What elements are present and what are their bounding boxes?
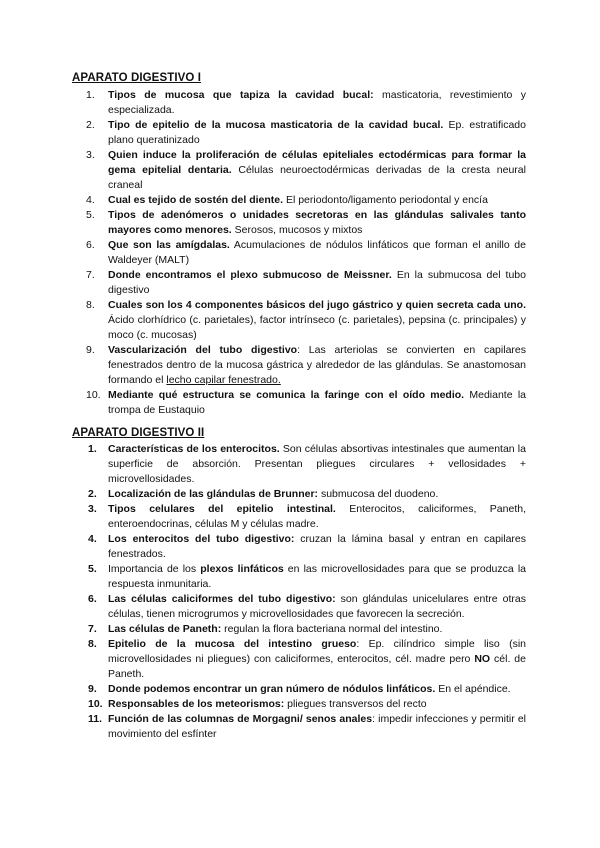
answer-text: Serosos, mucosos y mixtos bbox=[231, 224, 363, 236]
question-text: Función de las columnas de Morgagni/ senos anales bbox=[108, 713, 373, 725]
answer-text: : Ep. cilíndrico simple liso (sin microvellosidades ni pliegues) con caliciformes, enterocitos, cél. madre pero bbox=[108, 638, 526, 665]
list-item bbox=[72, 343, 526, 388]
list-item bbox=[72, 712, 526, 742]
answer-text: El periodonto/ligamento periodontal y encía bbox=[283, 194, 488, 206]
item-number: 1. bbox=[88, 443, 97, 455]
list-item bbox=[72, 88, 526, 118]
item-number: 4. bbox=[86, 194, 95, 206]
list-item bbox=[72, 592, 526, 622]
answer-text: : Las arteriolas se convierten en capilares fenestrados dentro de la mucosa gástrica y alrededor de las glándulas. Se anastomosan formando el bbox=[108, 344, 526, 386]
answer-text: Mediante la trompa de Eustaquio bbox=[108, 389, 526, 416]
answer-text: En la submucosa del tubo digestivo bbox=[108, 269, 526, 296]
question-list-digestivo-1 bbox=[72, 88, 526, 418]
list-item bbox=[72, 562, 526, 592]
item-number: 9. bbox=[86, 344, 95, 356]
item-number: 8. bbox=[88, 638, 97, 650]
question-text: Localización de las glándulas de Brunner: bbox=[108, 488, 319, 500]
question-text: Las células caliciformes del tubo digestivo: bbox=[108, 593, 336, 605]
item-number: 2. bbox=[86, 119, 95, 131]
list-item bbox=[72, 502, 526, 532]
item-number: 6. bbox=[88, 593, 97, 605]
question-text: Vascularización del tubo digestivo bbox=[108, 344, 298, 356]
list-item bbox=[72, 298, 526, 343]
question-text: Características de los enterocitos. bbox=[108, 443, 280, 455]
item-number: 8. bbox=[86, 299, 95, 311]
answer-text: cruzan la lámina basal y entran en capilares fenestrados. bbox=[108, 533, 526, 560]
item-number: 9. bbox=[88, 683, 97, 695]
question-text: Responsables de los meteorismos: bbox=[108, 698, 285, 710]
section-title-digestivo-2: APARATO DIGESTIVO II bbox=[72, 427, 205, 439]
item-number: 10. bbox=[88, 698, 103, 710]
question-text: Cual es tejido de sostén del diente. bbox=[108, 194, 284, 206]
list-item bbox=[72, 682, 526, 697]
item-number: 5. bbox=[88, 563, 97, 575]
question-text: Donde podemos encontrar un gran número de nódulos linfáticos. bbox=[108, 683, 436, 695]
list-item bbox=[72, 637, 526, 682]
answer-continued-text: cél. de Paneth. bbox=[108, 653, 526, 680]
item-number: 11. bbox=[88, 713, 103, 725]
list-item bbox=[72, 442, 526, 487]
item-number: 3. bbox=[88, 503, 97, 515]
item-number: 6. bbox=[86, 239, 95, 251]
question-text: Las células de Paneth: bbox=[108, 623, 222, 635]
list-item bbox=[72, 148, 526, 193]
item-number: 10. bbox=[86, 389, 101, 401]
answer-emphasis-text: NO bbox=[474, 653, 491, 665]
answer-text: masticatoria, revestimiento y especializada. bbox=[108, 89, 526, 116]
section-title-digestivo-1: APARATO DIGESTIVO I bbox=[72, 72, 202, 84]
answer-text: En el apéndice. bbox=[435, 683, 511, 695]
item-number: 3. bbox=[86, 149, 95, 161]
answer-text: submucosa del duodeno. bbox=[318, 488, 439, 500]
answer-text: Enterocitos, caliciformes, Paneth, enteroendocrinas, células M y células madre. bbox=[108, 503, 526, 530]
answer-text: : impedir infecciones y permitir el movimiento del esfínter bbox=[108, 713, 527, 740]
answer-text: regulan la flora bacteriana normal del intestino. bbox=[221, 623, 443, 635]
list-item bbox=[72, 118, 526, 148]
list-item bbox=[72, 193, 526, 208]
answer-text: Ácido clorhídrico (c. parietales), factor intrínseco (c. parietales), pepsina (c. principales) y moco (c. mucosas) bbox=[108, 314, 526, 341]
item-number: 4. bbox=[88, 533, 97, 545]
question-text: Que son las amígdalas. bbox=[108, 239, 230, 251]
item-number: 7. bbox=[88, 623, 97, 635]
item-number: 5. bbox=[86, 209, 95, 221]
list-item bbox=[72, 268, 526, 298]
answer-text: Ep. estratificado plano queratinizado bbox=[108, 119, 526, 146]
question-text: plexos linfáticos bbox=[200, 563, 284, 575]
list-item bbox=[72, 388, 526, 418]
list-item bbox=[72, 622, 526, 637]
question-text: Epitelio de la mucosa del intestino grueso bbox=[108, 638, 357, 650]
item-number: 7. bbox=[86, 269, 95, 281]
list-item bbox=[72, 208, 526, 238]
answer-underlined-text: lecho capilar fenestrado. bbox=[166, 374, 281, 386]
answer-text: en las microvellosidades para que se produzca la respuesta inmunitaria. bbox=[108, 563, 526, 590]
question-text: Los enterocitos del tubo digestivo: bbox=[108, 533, 295, 545]
item-intro-text: Importancia de los bbox=[108, 563, 201, 575]
list-item bbox=[72, 697, 526, 712]
list-item bbox=[72, 487, 526, 502]
item-number: 1. bbox=[86, 89, 95, 101]
question-text: Tipos de mucosa que tapiza la cavidad bucal: bbox=[108, 89, 374, 101]
answer-text: pliegues transversos del recto bbox=[284, 698, 427, 710]
item-number: 2. bbox=[88, 488, 97, 500]
question-text: Quien induce la proliferación de células epiteliales ectodérmicas para formar la gema epitelial dentaria. bbox=[108, 149, 526, 176]
list-item bbox=[72, 532, 526, 562]
question-text: Donde encontramos el plexo submucoso de Meissner. bbox=[108, 269, 392, 281]
question-list-digestivo-2 bbox=[72, 442, 526, 742]
answer-text: son glándulas unicelulares entre otras células, tienen microgrumos y microvellosidades que favorecen la secreción. bbox=[108, 593, 526, 620]
question-text: Tipos celulares del epitelio intestinal. bbox=[108, 503, 336, 515]
list-item bbox=[72, 238, 526, 268]
answer-text: Células neuroectodérmicas derivadas de la cresta neural craneal bbox=[108, 164, 526, 191]
question-text: Mediante qué estructura se comunica la faringe con el oído medio. bbox=[108, 389, 465, 401]
answer-text: Son células absortivas intestinales que aumentan la superficie de absorción. Presentan pliegues circulares + vellosidades + microvellosidades. bbox=[108, 443, 526, 485]
question-text: Tipo de epitelio de la mucosa masticatoria de la cavidad bucal. bbox=[108, 119, 444, 131]
answer-text: Acumulaciones de nódulos linfáticos que forman el anillo de Waldeyer (MALT) bbox=[108, 239, 526, 266]
question-text: Tipos de adenómeros o unidades secretoras en las glándulas salivales tanto mayores como menores. bbox=[108, 209, 526, 236]
question-text: Cuales son los 4 componentes básicos del jugo gástrico y quien secreta cada uno. bbox=[108, 299, 526, 311]
